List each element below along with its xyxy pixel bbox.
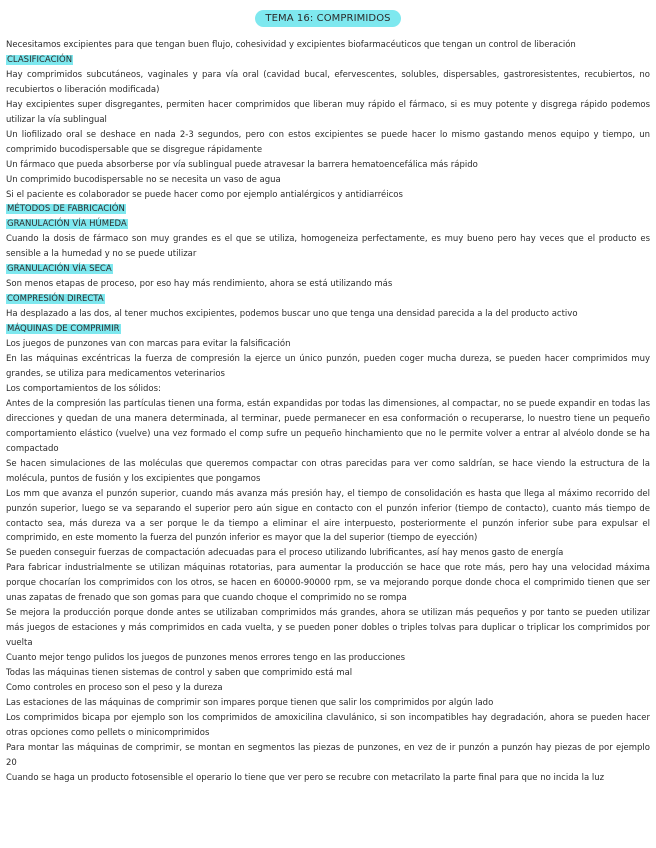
paragraph: Necesitamos excipientes para que tengan buen flujo, cohesividad y excipientes biofarmacéuticos que tengan un control de liberación (6, 40, 576, 50)
section-heading (6, 202, 650, 217)
paragraph: Antes de la compresión las partículas tienen una forma, están expandidas por todas las dimensiones, al compactar, no se puede expandir en todas las direcciones y quedan de una manera determinada, al terminar, puede permanecer en esa conformación o recuperarse, lo nuestro tiene un pequeño comportamiento elástico (vuelve) una vez formado el comp sufre un pequeño hinchamiento que no le permite volver a entrar al alvéolo donde se ha compactado (6, 398, 650, 454)
section-heading (6, 53, 650, 68)
paragraph: Los comportamientos de los sólidos: (6, 383, 161, 394)
section-heading (6, 262, 650, 277)
paragraph: Como controles en proceso son el peso y la dureza (6, 682, 223, 693)
section-heading-text: CLASIFICACIÓN (7, 54, 73, 65)
paragraph: Cuando se haga un producto fotosensible el operario lo tiene que ver pero se recubre con metacrilato la parte final para que no incida la luz (6, 772, 605, 783)
section-heading (6, 217, 650, 232)
section-heading (6, 322, 650, 337)
section-heading (6, 292, 650, 307)
document-body (0, 38, 656, 786)
paragraph: Son menos etapas de proceso, por eso hay más rendimiento, ahora se está utilizando más (6, 279, 393, 290)
section-heading-text: GRANULACIÓN VÍA SECA (7, 264, 112, 275)
paragraph: Las estaciones de las máquinas de comprimir son impares porque tienen que salir los comprimidos por algún lado (6, 697, 494, 708)
paragraph: Para montar las máquinas de comprimir, se montan en segmentos las piezas de punzones, en vez de ir punzón a punzón hay piezas de por ejemplo 20 (6, 742, 650, 768)
paragraph: Un comprimido bucodispersable no se necesita un vaso de agua (6, 174, 281, 185)
paragraph: Todas las máquinas tienen sistemas de control y saben que comprimido está mal (6, 668, 353, 679)
paragraph: Se hacen simulaciones de las moléculas que queremos compactar con otras parecidas para ver como saldrían, se hace viendo la estructura de la molécula, puntos de fusión y los excipientes que pongamos (6, 458, 650, 484)
paragraph: Un liofilizado oral se deshace en nada 2-3 segundos, pero con estos excipientes se puede hacer lo mismo gastando menos equipo y tiempo, un comprimido bucodispersable que se disgregue rápidamente (6, 129, 650, 155)
paragraph: Los mm que avanza el punzón superior, cuando más avanza más presión hay, el tiempo de consolidación es hasta que llega al máximo recorrido del punzón superior, luego se va separando el superior pero aún sigue en contacto con el punzón inferior (tiempo de contacto), cuanto más tiempo de contacto sea, más dureza va a ser porque le da tiempo a eliminar el aire interpuesto, posteriormente el punzón inferior sube para expulsar el comprimido, en este momento la fuerza del punzón inferior es mayor que la del superior (tiempo de eyección) (6, 488, 650, 544)
paragraph: Cuanto mejor tengo pulidos los juegos de punzones menos errores tengo en las producciones (6, 653, 406, 664)
section-heading-text: MÁQUINAS DE COMPRIMIR (7, 324, 120, 335)
section-heading-text: MÉTODOS DE FABRICACIÓN (7, 204, 125, 215)
paragraph: Se mejora la producción porque donde antes se utilizaban comprimidos más grandes, ahora se utilizan más pequeños y por tanto se pueden utilizar más juegos de estaciones y más comprimidos en cada vuelta, y se pueden poner dobles o triples tolvas para duplicar o triplicar los comprimidos por vuelta (6, 608, 650, 649)
paragraph: En las máquinas excéntricas la fuerza de compresión la ejerce un único punzón, pueden coger mucha dureza, se pueden hacer comprimidos muy grandes, se utiliza para medicamentos veterinarios (6, 354, 650, 379)
paragraph: Hay comprimidos subcutáneos, vaginales y para vía oral (cavidad bucal, efervescentes, solubles, dispersables, gastroresistentes, recubiertos, no recubiertos o liberación modificada) (6, 69, 650, 95)
document-title: TEMA 16: COMPRIMIDOS (255, 10, 400, 27)
paragraph: Se pueden conseguir fuerzas de compactación adecuadas para el proceso utilizando lubrificantes, así hay menos gasto de energía (6, 548, 564, 559)
paragraph: Los juegos de punzones van con marcas para evitar la falsificación (6, 339, 291, 350)
paragraph: Los comprimidos bicapa por ejemplo son los comprimidos de amoxicilina clavulánico, si son incompatibles hay degradación, ahora se pueden hacer otras opciones como pellets o minicomprimidos (6, 712, 650, 738)
title-wrap (0, 6, 656, 27)
paragraph: Hay excipientes super disgregantes, permiten hacer comprimidos que liberan muy rápido el fármaco, si es muy potente y disgrega rápido podemos utilizar la vía sublingual (6, 99, 650, 125)
section-heading-text: GRANULACIÓN VÍA HÚMEDA (7, 219, 127, 230)
paragraph: Si el paciente es colaborador se puede hacer como por ejemplo antialérgicos y antidiarréicos (6, 189, 403, 200)
section-heading-text: COMPRESIÓN DIRECTA (7, 294, 104, 305)
paragraph: Cuando la dosis de fármaco son muy grandes es el que se utiliza, homogeneiza perfectamente, es muy bueno pero hay veces que el producto es sensible a la humedad y no se puede utilizar (6, 234, 650, 260)
paragraph: Ha desplazado a las dos, al tener muchos excipientes, podemos buscar uno que tenga una densidad parecida a la del producto activo (6, 309, 578, 320)
paragraph: Para fabricar industrialmente se utilizan máquinas rotatorias, para aumentar la producción se hace que rote más, pero hay una velocidad máxima porque chocarían los comprimidos con los otros, se hacen en 60000-90000 rpm, se va mejorando porque donde choca el comprimido tienen que ser unas zapatas de frenado que son gomas para que cuando choque el comprimido no se rompa (6, 563, 650, 604)
paragraph: Un fármaco que pueda absorberse por vía sublingual puede atravesar la barrera hematoencefálica más rápido (6, 159, 478, 170)
